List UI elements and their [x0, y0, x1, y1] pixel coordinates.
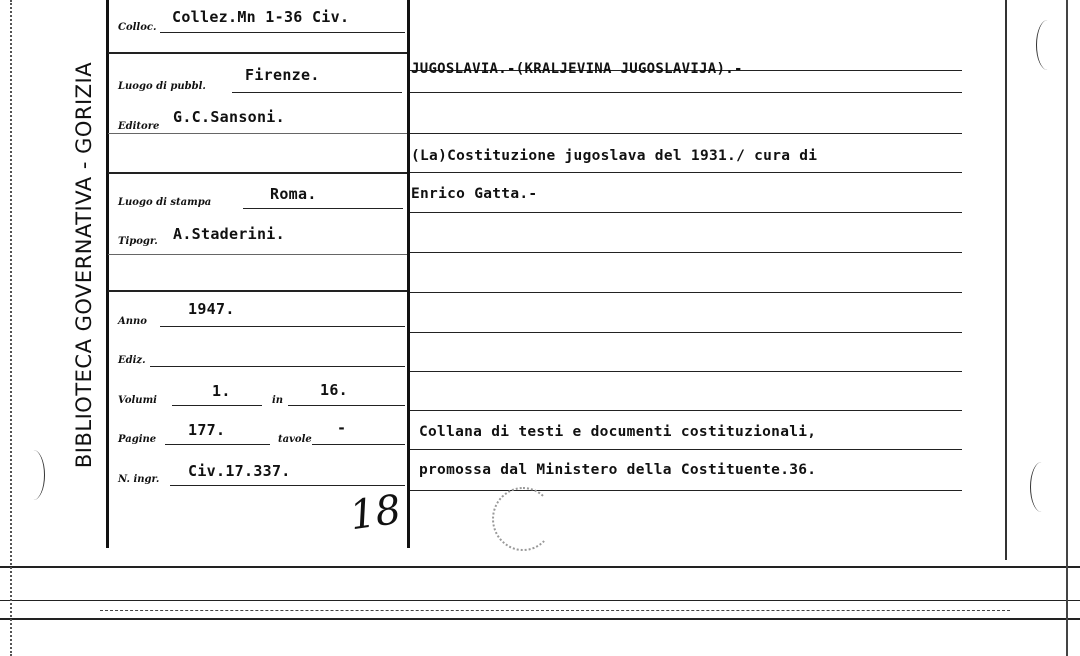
luogo-pubbl-line	[232, 92, 402, 93]
card-bottom-edge-3	[0, 618, 1080, 620]
institution-vertical-text	[60, 30, 108, 500]
n-ingr-label: N. ingr.	[118, 474, 160, 485]
card-bottom-edge	[0, 566, 1080, 568]
anno-value: 1947.	[188, 300, 235, 318]
tavole-value: -	[337, 419, 347, 437]
right-edge	[1066, 0, 1068, 656]
anno-line	[160, 326, 405, 327]
tavole-line	[312, 444, 405, 445]
colloc-value: Collez.Mn 1-36 Civ.	[172, 8, 350, 26]
subject-heading: JUGOSLAVIA.-(KRALJEVINA JUGOSLAVIJA).-	[411, 61, 743, 77]
series-line-1: Collana di testi e documenti costituzionali,	[419, 424, 817, 440]
punch-hole-right-bottom	[1030, 462, 1053, 512]
punch-hole-left	[22, 450, 45, 500]
luogo-pubbl-value: Firenze.	[245, 66, 320, 84]
right-rule-2	[410, 92, 962, 93]
right-rule-12	[410, 490, 962, 491]
title-line-2: Enrico Gatta.-	[411, 186, 538, 202]
colloc-label: Colloc.	[118, 22, 157, 33]
title-line-1: (La)Costituzione jugoslava del 1931./ cura di	[411, 148, 818, 164]
right-rule-9	[410, 371, 962, 372]
in-line	[288, 405, 405, 406]
n-ingr-line	[170, 485, 405, 486]
tavole-label: tavole	[278, 434, 312, 445]
luogo-stampa-value: Roma.	[270, 185, 317, 203]
right-rule-4	[410, 172, 962, 173]
right-rule-8	[410, 332, 962, 333]
volumi-line	[172, 405, 262, 406]
tipogr-value: A.Staderini.	[173, 225, 285, 243]
dotted-bottom-rule	[100, 610, 1010, 611]
institution-name: BIBLIOTECA GOVERNATIVA - GORIZIA	[72, 61, 96, 469]
left-separator-1	[108, 52, 407, 54]
punch-hole-right-top	[1036, 20, 1059, 70]
in-label: in	[272, 395, 284, 406]
colloc-line	[160, 32, 405, 33]
card-bottom-edge-2	[0, 600, 1080, 601]
ediz-line	[150, 366, 405, 367]
right-rule-10	[410, 410, 962, 411]
right-rule-6	[410, 252, 962, 253]
pagine-line	[165, 444, 270, 445]
editore-label: Editore	[118, 121, 160, 132]
pagine-label: Pagine	[118, 434, 157, 445]
center-divider	[407, 0, 410, 548]
library-stamp	[492, 487, 554, 551]
volumi-value: 1.	[212, 382, 231, 400]
series-line-2: promossa dal Ministero della Costituente.36.	[419, 462, 817, 478]
luogo-pubbl-label: Luogo di pubbl.	[118, 81, 206, 92]
volumi-label: Volumi	[118, 395, 157, 406]
editore-value: G.C.Sansoni.	[173, 108, 285, 126]
right-rule-7	[410, 292, 962, 293]
left-perforated-edge	[0, 0, 12, 656]
tipogr-label: Tipogr.	[118, 236, 158, 247]
right-rule-11	[410, 449, 962, 450]
left-separator-4	[108, 133, 407, 134]
in-value: 16.	[320, 381, 348, 399]
left-separator-3	[108, 290, 407, 292]
pagine-value: 177.	[188, 421, 226, 439]
n-ingr-value: Civ.17.337.	[188, 462, 291, 480]
luogo-stampa-label: Luogo di stampa	[118, 197, 212, 208]
right-rule-3	[410, 133, 962, 134]
right-card-border	[1005, 0, 1007, 560]
left-separator-2	[108, 172, 407, 174]
anno-label: Anno	[118, 316, 147, 327]
handwritten-number: 18	[347, 486, 404, 540]
right-rule-5	[410, 212, 962, 213]
luogo-stampa-line	[243, 208, 403, 209]
left-separator-5	[108, 254, 407, 255]
ediz-label: Ediz.	[118, 355, 146, 366]
